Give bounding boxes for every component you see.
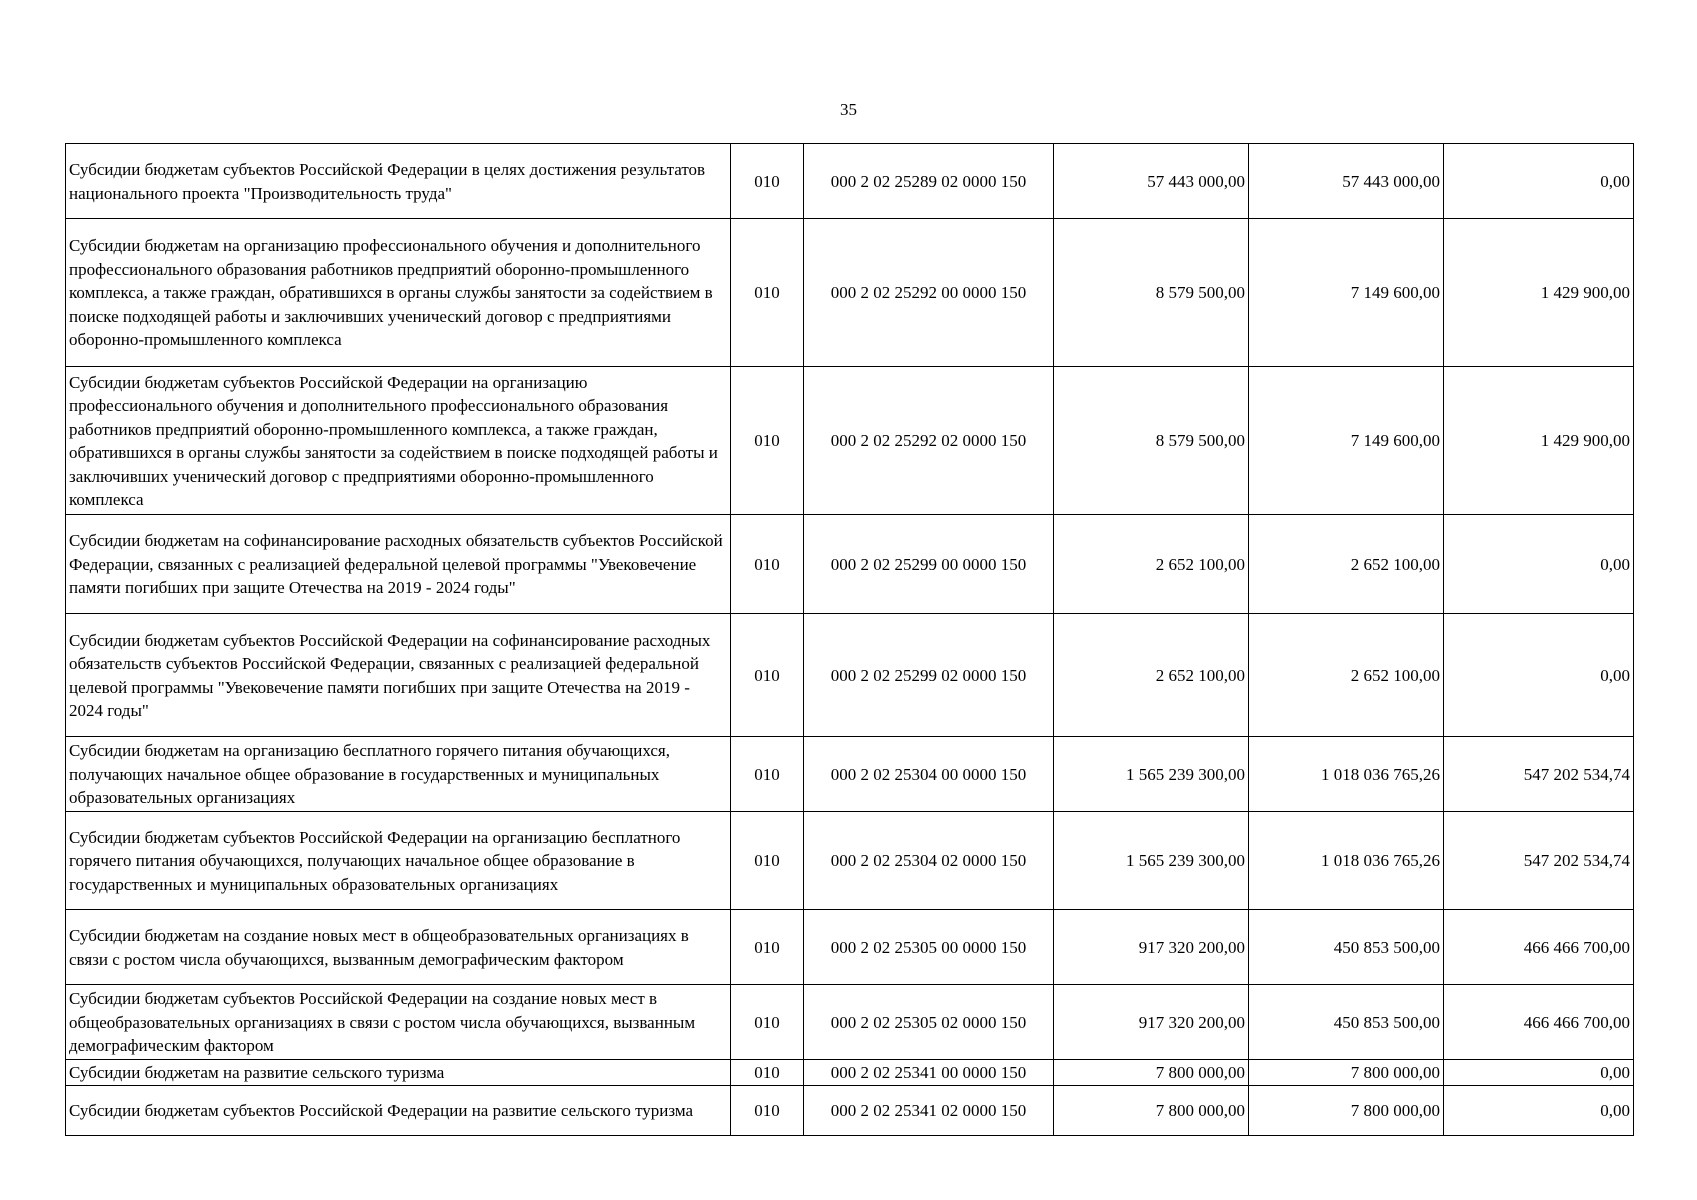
unexecuted-amount-cell: 0,00 xyxy=(1444,1060,1634,1086)
income-name-cell: Субсидии бюджетам субъектов Российской Федерации на софинансирование расходных обязательств субъектов Российской Федерации, связанных с реализацией федеральной целевой программы "Увековечение памяти погибших при защите Отечества на 2019 - 2024 годы" xyxy=(66,614,731,737)
budget-classification-code-cell: 000 2 02 25341 02 0000 150 xyxy=(804,1085,1054,1135)
unexecuted-amount-cell: 547 202 534,74 xyxy=(1444,812,1634,910)
income-name-cell: Субсидии бюджетам субъектов Российской Федерации на создание новых мест в общеобразовательных организациях в связи с ростом числа обучающихся, вызванным демографическим фактором xyxy=(66,985,731,1060)
admin-code-cell: 010 xyxy=(731,614,804,737)
approved-amount-cell: 917 320 200,00 xyxy=(1054,985,1249,1060)
table-row xyxy=(66,515,1634,614)
executed-amount-cell: 7 149 600,00 xyxy=(1249,367,1444,515)
unexecuted-amount-cell: 1 429 900,00 xyxy=(1444,367,1634,515)
approved-amount-cell: 2 652 100,00 xyxy=(1054,515,1249,614)
admin-code-cell: 010 xyxy=(731,367,804,515)
income-name-cell: Субсидии бюджетам субъектов Российской Федерации в целях достижения результатов национального проекта "Производительность труда" xyxy=(66,144,731,219)
unexecuted-amount-cell: 547 202 534,74 xyxy=(1444,737,1634,812)
admin-code-cell: 010 xyxy=(731,985,804,1060)
unexecuted-amount-cell: 466 466 700,00 xyxy=(1444,910,1634,985)
table-row xyxy=(66,737,1634,812)
executed-amount-cell: 1 018 036 765,26 xyxy=(1249,737,1444,812)
admin-code-cell: 010 xyxy=(731,910,804,985)
budget-classification-code-cell: 000 2 02 25289 02 0000 150 xyxy=(804,144,1054,219)
executed-amount-cell: 2 652 100,00 xyxy=(1249,515,1444,614)
income-name-cell: Субсидии бюджетам субъектов Российской Федерации на организацию бесплатного горячего питания обучающихся, получающих начальное общее образование в государственных и муниципальных образовательных организациях xyxy=(66,812,731,910)
budget-revenue-table xyxy=(65,143,1634,1136)
unexecuted-amount-cell: 1 429 900,00 xyxy=(1444,219,1634,367)
budget-classification-code-cell: 000 2 02 25304 00 0000 150 xyxy=(804,737,1054,812)
unexecuted-amount-cell: 0,00 xyxy=(1444,144,1634,219)
admin-code-cell: 010 xyxy=(731,737,804,812)
table-row xyxy=(66,614,1634,737)
table-row xyxy=(66,812,1634,910)
budget-classification-code-cell: 000 2 02 25304 02 0000 150 xyxy=(804,812,1054,910)
unexecuted-amount-cell: 0,00 xyxy=(1444,614,1634,737)
income-name-cell: Субсидии бюджетам субъектов Российской Федерации на развитие сельского туризма xyxy=(66,1085,731,1135)
budget-classification-code-cell: 000 2 02 25299 00 0000 150 xyxy=(804,515,1054,614)
table-row xyxy=(66,1060,1634,1086)
admin-code-cell: 010 xyxy=(731,219,804,367)
unexecuted-amount-cell: 0,00 xyxy=(1444,515,1634,614)
budget-classification-code-cell: 000 2 02 25305 02 0000 150 xyxy=(804,985,1054,1060)
approved-amount-cell: 2 652 100,00 xyxy=(1054,614,1249,737)
executed-amount-cell: 2 652 100,00 xyxy=(1249,614,1444,737)
approved-amount-cell: 1 565 239 300,00 xyxy=(1054,812,1249,910)
page-number: 35 xyxy=(840,100,857,119)
income-name-cell: Субсидии бюджетам на организацию профессионального обучения и дополнительного профессионального образования работников предприятий оборонно-промышленного комплекса, а также граждан, обратившихся в органы службы занятости за содействием в поиске подходящей работы и заключивших ученический договор с предприятиями оборонно-промышленного комплекса xyxy=(66,219,731,367)
table-row xyxy=(66,910,1634,985)
executed-amount-cell: 450 853 500,00 xyxy=(1249,910,1444,985)
income-name-cell: Субсидии бюджетам на софинансирование расходных обязательств субъектов Российской Федерации, связанных с реализацией федеральной целевой программы "Увековечение памяти погибших при защите Отечества на 2019 - 2024 годы" xyxy=(66,515,731,614)
executed-amount-cell: 7 800 000,00 xyxy=(1249,1085,1444,1135)
table-row xyxy=(66,985,1634,1060)
approved-amount-cell: 8 579 500,00 xyxy=(1054,367,1249,515)
income-name-cell: Субсидии бюджетам субъектов Российской Федерации на организацию профессионального обучения и дополнительного профессионального образования работников предприятий оборонно-промышленного комплекса, а также граждан, обратившихся в органы службы занятости за содействием в поиске подходящей работы и заключивших ученический договор с предприятиями оборонно-промышленного комплекса xyxy=(66,367,731,515)
approved-amount-cell: 7 800 000,00 xyxy=(1054,1060,1249,1086)
executed-amount-cell: 57 443 000,00 xyxy=(1249,144,1444,219)
executed-amount-cell: 1 018 036 765,26 xyxy=(1249,812,1444,910)
table-row xyxy=(66,1085,1634,1135)
admin-code-cell: 010 xyxy=(731,515,804,614)
unexecuted-amount-cell: 466 466 700,00 xyxy=(1444,985,1634,1060)
admin-code-cell: 010 xyxy=(731,1085,804,1135)
approved-amount-cell: 917 320 200,00 xyxy=(1054,910,1249,985)
executed-amount-cell: 7 800 000,00 xyxy=(1249,1060,1444,1086)
admin-code-cell: 010 xyxy=(731,1060,804,1086)
budget-classification-code-cell: 000 2 02 25292 02 0000 150 xyxy=(804,367,1054,515)
budget-classification-code-cell: 000 2 02 25341 00 0000 150 xyxy=(804,1060,1054,1086)
income-name-cell: Субсидии бюджетам на создание новых мест в общеобразовательных организациях в связи с ростом числа обучающихся, вызванным демографическим фактором xyxy=(66,910,731,985)
approved-amount-cell: 8 579 500,00 xyxy=(1054,219,1249,367)
table-row xyxy=(66,144,1634,219)
approved-amount-cell: 7 800 000,00 xyxy=(1054,1085,1249,1135)
approved-amount-cell: 1 565 239 300,00 xyxy=(1054,737,1249,812)
budget-classification-code-cell: 000 2 02 25305 00 0000 150 xyxy=(804,910,1054,985)
budget-classification-code-cell: 000 2 02 25299 02 0000 150 xyxy=(804,614,1054,737)
unexecuted-amount-cell: 0,00 xyxy=(1444,1085,1634,1135)
budget-classification-code-cell: 000 2 02 25292 00 0000 150 xyxy=(804,219,1054,367)
table-row xyxy=(66,367,1634,515)
executed-amount-cell: 450 853 500,00 xyxy=(1249,985,1444,1060)
executed-amount-cell: 7 149 600,00 xyxy=(1249,219,1444,367)
income-name-cell: Субсидии бюджетам на организацию бесплатного горячего питания обучающихся, получающих начальное общее образование в государственных и муниципальных образовательных организациях xyxy=(66,737,731,812)
table-row xyxy=(66,219,1634,367)
admin-code-cell: 010 xyxy=(731,812,804,910)
admin-code-cell: 010 xyxy=(731,144,804,219)
approved-amount-cell: 57 443 000,00 xyxy=(1054,144,1249,219)
income-name-cell: Субсидии бюджетам на развитие сельского туризма xyxy=(66,1060,731,1086)
